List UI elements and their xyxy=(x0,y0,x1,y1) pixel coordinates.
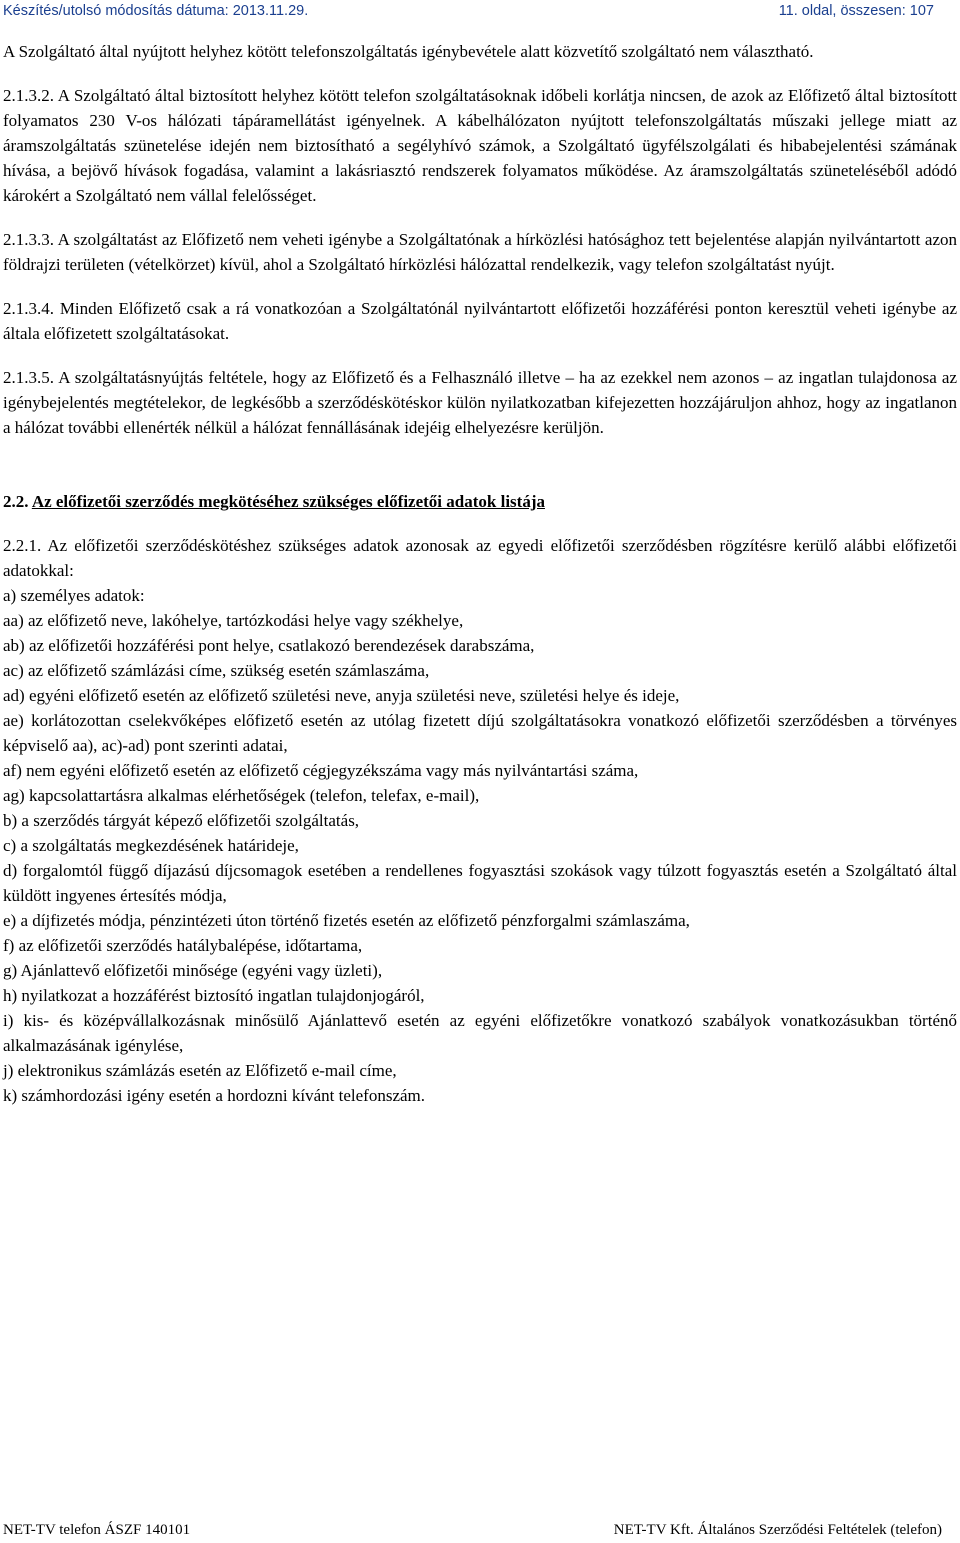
list-item: b) a szerződés tárgyát képező előfizetői szolgáltatás, xyxy=(3,811,360,830)
list-item: k) számhordozási igény esetén a hordozni kívánt telefonszám. xyxy=(3,1086,426,1105)
list-item: e) a díjfizetés módja, pénzintézeti úton történő fizetés esetén az előfizető pénzforgalmi számlaszáma, xyxy=(3,911,690,930)
paragraph-2-1-3-3: 2.1.3.3. A szolgáltatást az Előfizető nem veheti igénybe a Szolgáltatónak a hírközlési hatósághoz tett bejelentése alapján nyilvántartott azon földrajzi területen (vételkörzet) kívül, ahol a Szolgáltató hírközlési hálózattal rendelkezik, vagy telefon szolgáltatást nyújt. xyxy=(3,230,957,274)
section-heading xyxy=(3,489,957,514)
paragraph-2-1-3-5: 2.1.3.5. A szolgáltatásnyújtás feltétele, hogy az Előfizető és a Felhasználó illetve – ha az ezekkel nem azonos – az ingatlan tulajdonosa az igénybejelentés megtételekor, de legkésőbb a szerződéskötéskor külön nyilatkozatban kifejezetten hozzájáruljon ahhoz, hogy az ingatlanon a hálózat további ellenérték nélkül a hálózat fennállásának idejéig elhelyezésre kerüljön. xyxy=(3,368,957,437)
list-item: aa) az előfizető neve, lakóhelye, tartózkodási helye vagy székhelye, xyxy=(3,611,464,630)
list-item: f) az előfizetői szerződés hatálybalépése, időtartama, xyxy=(3,936,363,955)
list-item: ag) kapcsolattartásra alkalmas elérhetőségek (telefon, telefax, e-mail), xyxy=(3,786,480,805)
list-item: g) Ajánlattevő előfizetői minősége (egyéni vagy üzleti), xyxy=(3,961,383,980)
list-item: i) kis- és középvállalkozásnak minősülő Ajánlattevő esetén az egyéni előfizetőkre vonatkozó szabályok vonatkozásukban történő alkalmazásának igénylése, xyxy=(3,1011,957,1055)
section-number: 2.2. xyxy=(3,492,29,511)
paragraph-2-1-3-4: 2.1.3.4. Minden Előfizető csak a rá vonatkozóan a Szolgáltatónál nyilvántartott előfizetői hozzáférési ponton keresztül veheti igénybe az általa előfizetett szolgáltatásokat. xyxy=(3,299,957,343)
list-item: h) nyilatkozat a hozzáférést biztosító ingatlan tulajdonjogáról, xyxy=(3,986,425,1005)
list-item: ad) egyéni előfizető esetén az előfizető születési neve, anyja születési neve, születési helye és ideje, xyxy=(3,686,680,705)
document-body xyxy=(3,39,957,1108)
paragraph-2-2-1: 2.2.1. Az előfizetői szerződéskötéshez szükséges adatok azonosak az egyedi előfizetői szerződésben rögzítésre kerülő alábbi előfizetői adatokkal: xyxy=(3,536,957,580)
list-item: d) forgalomtól függő díjazású díjcsomagok esetében a rendellenes fogyasztási szokások vagy túlzott fogyasztás esetén a Szolgáltató által küldött ingyenes értesítés módja, xyxy=(3,861,957,905)
list-item: ac) az előfizető számlázási címe, szükség esetén számlaszáma, xyxy=(3,661,430,680)
header-page-count: 11. oldal, összesen: 107 xyxy=(778,3,934,19)
footer-document-id: NET-TV telefon ÁSZF 140101 xyxy=(3,1522,191,1538)
list-item: a) személyes adatok: xyxy=(3,586,145,605)
header-date: Készítés/utolsó módosítás dátuma: 2013.11.29. xyxy=(3,3,309,19)
footer-document-title: NET-TV Kft. Általános Szerződési Feltételek (telefon) xyxy=(613,1522,942,1538)
paragraph-2-1-3-2: 2.1.3.2. A Szolgáltató által biztosított helyhez kötött telefon szolgáltatásoknak időbeli korlátja nincsen, de azok az Előfizető által biztosított folyamatos 230 V-os hálózati tápáramellátást igényelnek. A kábelhálózaton nyújtott telefonszolgáltatás műszaki jellege miatt az áramszolgáltatás szünetelése idején nem biztosítható a segélyhívó számok, a Szolgáltató ügyfélszolgálati és hibabejelentési számának hívása, a bejövő hívások fogadása, valamint a lakásriasztó rendszerek folyamatos működése. Az áramszolgáltatás szüneteléséből adódó károkért a Szolgáltató nem vállal felelősséget. xyxy=(3,86,957,205)
list-item: c) a szolgáltatás megkezdésének határideje, xyxy=(3,836,299,855)
paragraph-intermediary: A Szolgáltató által nyújtott helyhez kötött telefonszolgáltatás igénybevétele alatt közvetítő szolgáltató nem választható. xyxy=(3,42,814,61)
list-item: ae) korlátozottan cselekvőképes előfizető esetén az utólag fizetett díjú szolgáltatásokra vonatkozó előfizetői szerződésben a törvényes képviselő aa), ac)-ad) pont szerinti adatai, xyxy=(3,711,957,755)
list-item: af) nem egyéni előfizető esetén az előfizető cégjegyzékszáma vagy más nyilvántartási száma, xyxy=(3,761,639,780)
page-header xyxy=(3,0,934,24)
list-item: ab) az előfizetői hozzáférési pont helye, csatlakozó berendezések darabszáma, xyxy=(3,636,535,655)
section-title: Az előfizetői szerződés megkötéséhez szükséges előfizetői adatok listája xyxy=(31,492,545,511)
list-item: j) elektronikus számlázás esetén az Előfizető e-mail címe, xyxy=(3,1061,397,1080)
page-footer xyxy=(3,1519,942,1543)
